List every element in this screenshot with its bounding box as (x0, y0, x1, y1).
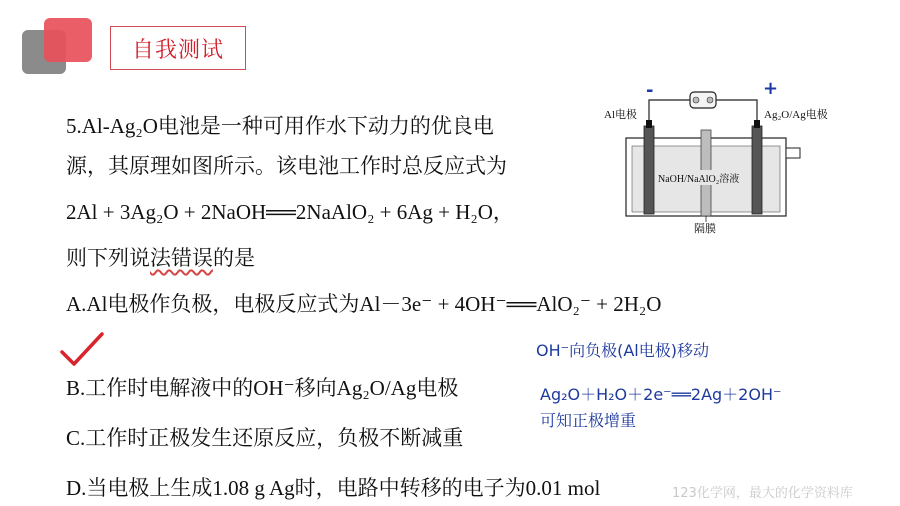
label-membrane: 隔膜 (694, 223, 716, 235)
option-d: D.当电极上生成1.08 g Ag时，电路中转移的电子为0.01 mol (66, 476, 601, 500)
label-solution: NaOH/NaAlO₂溶液 (658, 170, 739, 185)
question-line-4 (66, 242, 255, 272)
highlighted-word-wrong: 法错误 (150, 246, 213, 270)
question-reaction-equation: 2Al + 3Ag₂O + 2NaOH══2NaAlO₂ + 6Ag + H₂O， (66, 200, 514, 224)
annotation-cathode-equation: Ag₂O＋H₂O＋2e⁻══2Ag＋2OH⁻ (540, 385, 782, 404)
page-title: 自我测试 (110, 26, 246, 70)
question-line-4-pre: 则下列说 (66, 246, 150, 270)
watermark: 123化学网，最大的化学资料库 (672, 486, 853, 501)
question-line-4-post: 的是 (213, 246, 255, 270)
label-ag2o-electrode: Ag₂O/Ag电极 (764, 109, 828, 121)
option-b: B.工作时电解液中的OH⁻移向Ag₂O/Ag电极 (66, 376, 459, 400)
label-al-electrode: Al电极 (604, 109, 637, 121)
question-line-2: 源，其原理如图所示。该电池工作时总反应式为 (66, 154, 507, 178)
checkmark-icon (58, 330, 106, 370)
negative-terminal-sign: - (646, 80, 654, 101)
decor-red-square (44, 18, 92, 62)
question-line-1: 5.Al-Ag₂O电池是一种可用作水下动力的优良电 (66, 114, 494, 138)
option-c: C.工作时正极发生还原反应，负极不断减重 (66, 426, 464, 450)
battery-diagram (600, 78, 850, 236)
annotation-cathode-gains-mass: 可知正极增重 (540, 411, 637, 430)
annotation-oh-migration: OH⁻向负极(Al电极)移动 (536, 341, 709, 360)
option-a: A.Al电极作负极，电极反应式为Al－3e⁻ + 4OH⁻══AlO₂⁻ + 2H₂O (66, 292, 662, 316)
positive-terminal-sign: + (763, 78, 779, 99)
